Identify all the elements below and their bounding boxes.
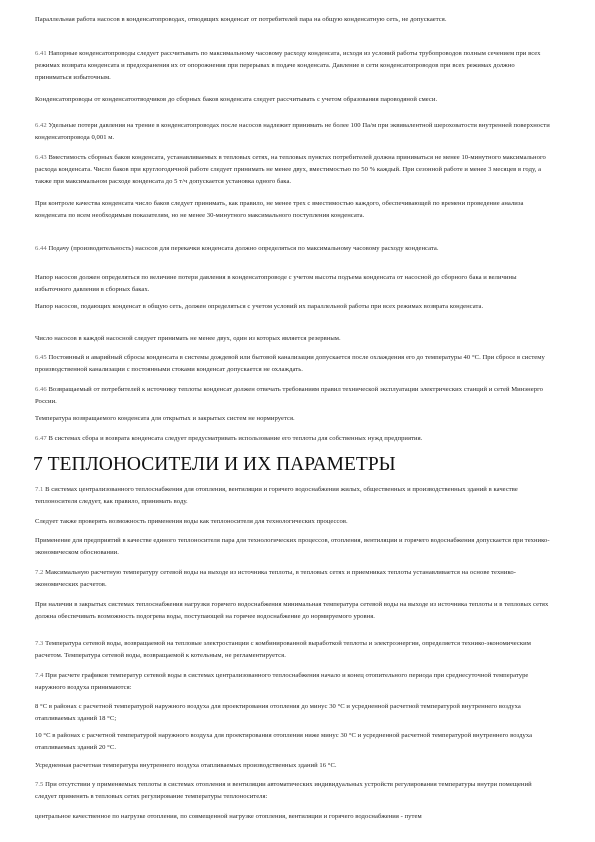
paragraph-6-43: 6.43 Вместимость сборных баков конденсата, устанавливаемых в тепловых сетях, на тепловых пунктах потребителей должна приниматься не менее 10-минутного максимального расхода конденсата. Число баков при круглогодичной работе следует принимать не менее двух, вместимостью по 50 % каждый. При сезонной работе и менее 3 месяцев в году, а также при максимальном расходе конденсата до 5 т/ч допускается установка одного бака. [35, 154, 546, 185]
paragraph-6-46: 6.46 Возвращаемый от потребителей к источнику теплоты конденсат должен отвечать требованиям правил технической эксплуатации электрических станций и сетей Минэнерго России. [35, 386, 544, 405]
paragraph-7-4: 7.4 При расчете графиков температур сетевой воды в системах централизованного теплоснабжения начало и конец отопительного периода при среднесуточной температуре наружного воздуха принимаются: [35, 672, 529, 691]
paragraph: Число насосов в каждой насосной следует принимать не менее двух, один из которых является резервным. [35, 335, 341, 342]
paragraph: Следует также проверять возможность применения воды как теплоносителя для технологических процессов. [35, 518, 348, 525]
paragraph-6-45: 6.45 Постоянный и аварийный сбросы конденсата в системы дождевой или бытовой канализации допускается после охлаждения его до температуры 40 °С. При сбросе в систему производственной канализации с постоянными стоками конденсат допускается не охлаждать. [35, 354, 545, 373]
paragraph: Применение для предприятий в качестве единого теплоносителя пара для технологических процессов, отопления, вентиляции и горячего водоснабжения допускается при технико-экономическом обосновании. [35, 537, 550, 556]
paragraph: Параллельная работа насосов в конденсатопроводах, отводящих конденсат от потребителей пара на общую конденсатную сеть, не допускается. [35, 16, 447, 23]
paragraph: 10 °С в районах с расчетной температурой наружного воздуха для проектирования отопления ниже минус 30 °С и усредненной расчетной температурой внутреннего воздуха отапливаемых зданий 20 °С. [35, 732, 533, 751]
paragraph: Напор насосов, подающих конденсат в общую сеть, должен определяться с учетом условий их параллельной работы при всех режимах возврата конденсата. [35, 303, 484, 310]
paragraph-6-44: 6.44 Подачу (производительность) насосов для перекачки конденсата должно определяться по максимальному часовому расходу конденсата. [35, 245, 439, 252]
section-heading: 7 ТЕПЛОНОСИТЕЛИ И ИХ ПАРАМЕТРЫ [33, 454, 396, 475]
paragraph: Конденсатопроводы от конденсатоотводчиков до сборных баков конденсата следует рассчитывать с учетом образования пароводяной смеси. [35, 96, 438, 103]
paragraph: 8 °С в районах с расчетной температурой наружного воздуха для проектирования отопления до минус 30 °С и усредненной расчетной температурой внутреннего воздуха отапливаемых зданий 18 °С; [35, 703, 521, 722]
paragraph: Усредненная расчетная температура внутреннего воздуха отапливаемых производственных зданий 16 °С. [35, 762, 337, 769]
paragraph-6-41: 6.41 Напорные конденсатопроводы следует рассчитывать по максимальному часовому расходу конденсата, исходя из условий работы трубопроводов полным сечением при всех режимах возврата конденсата и предохранения их от опорожнения при перерывах в подаче конденсата. Давление в сети конденсатопроводов при всех режимах должно приниматься избыточным. [35, 50, 541, 81]
paragraph: Температура возвращаемого конденсата для открытых и закрытых систем не нормируется. [35, 415, 295, 422]
paragraph: При наличии в закрытых системах теплоснабжения нагрузки горячего водоснабжения минимальная температура сетевой воды на выходе из источника теплоты и в тепловых сетях должна обеспечивать возможность подогрева воды, поступающей на горячее водоснабжение до нормируемого уровня. [35, 601, 549, 620]
paragraph: центральное качественное по нагрузке отопления, по совмещенной нагрузке отопления, вентиляции и горячего водоснабжения - путем [35, 813, 422, 820]
paragraph-7-2: 7.2 Максимальную расчетную температуру сетевой воды на выходе из источника теплоты, в тепловых сетях и приемниках теплоты устанавливается на основе технико-экономических расчетов. [35, 569, 516, 588]
paragraph-7-5: 7.5 При отсутствии у применяемых теплоты в системах отопления и вентиляции автоматических индивидуальных устройств регулирования температуры внутри помещений следует применять в тепловых сетях регулирование температуры теплоносителя: [35, 781, 532, 800]
paragraph: При контроле качества конденсата число баков следует принимать, как правило, не менее трех с вместимостью каждого, обеспечивающей по времени проведение анализа конденсата по всем необходимым показателям, но не менее 30-минутного максимального поступления конденсата. [35, 200, 524, 219]
paragraph-7-3: 7.3 Температура сетевой воды, возвращаемой на тепловые электростанции с комбинированной выработкой теплоты и электроэнергии, определяется технико-экономическим расчетом. Температура сетевой воды, возвращаемой к котельным, не регламентируется. [35, 640, 531, 659]
paragraph: Напор насосов должен определяться по величине потери давления в конденсатопроводе с учетом высоты подъема конденсата от насосной до сборного бака и величины избыточного давления в сборных баках. [35, 274, 517, 293]
paragraph-6-42: 6.42 Удельные потери давления на трение в конденсатопроводах после насосов надлежит принимать не более 100 Па/м при эквивалентной шероховатости внутренней поверхности конденсатопровода 0,001 м. [35, 122, 550, 141]
paragraph-7-1: 7.1 В системах централизованного теплоснабжения для отопления, вентиляции и горячего водоснабжения жилых, общественных и производственных зданий в качестве теплоносителя следует, как правило, принимать воду. [35, 486, 518, 505]
paragraph-6-47: 6.47 В системах сбора и возврата конденсата следует предусматривать использование его теплоты для собственных нужд предприятия. [35, 435, 423, 442]
